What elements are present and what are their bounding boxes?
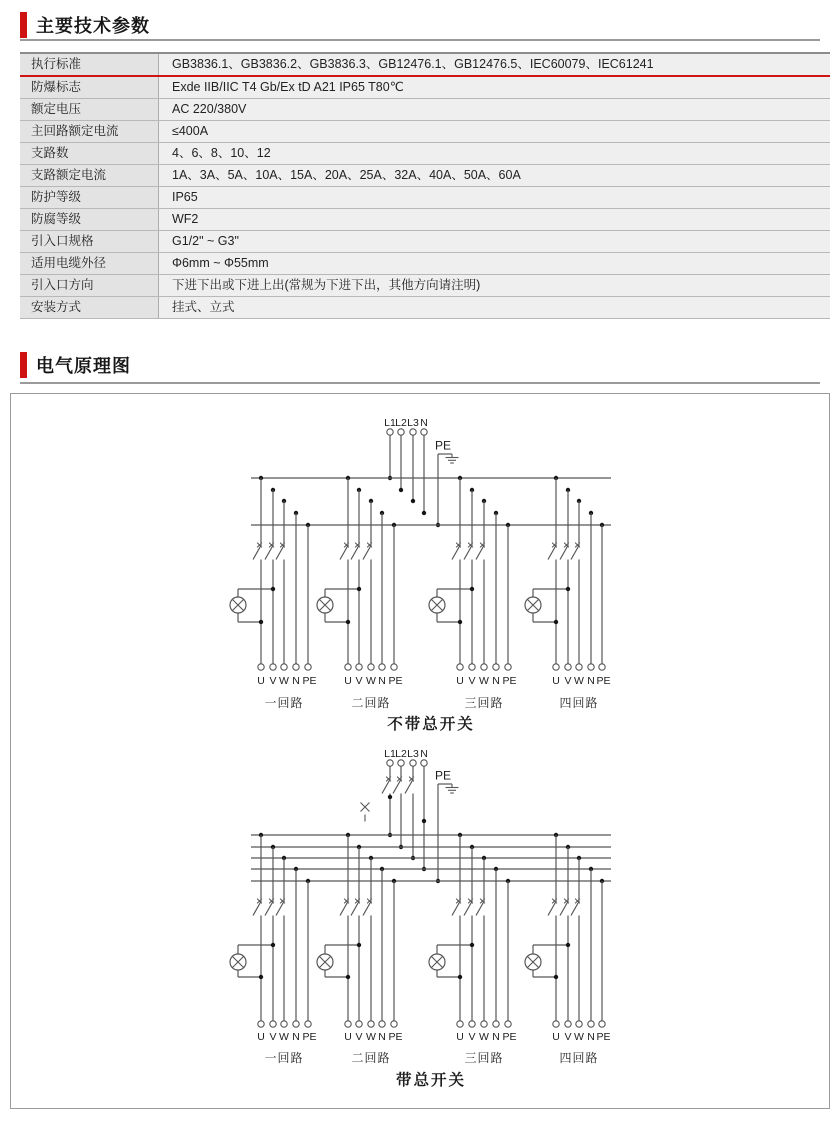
terminal-label: V bbox=[468, 675, 476, 687]
terminal-circle bbox=[599, 664, 605, 670]
terminal-circle bbox=[391, 1021, 397, 1027]
terminal-label: N bbox=[378, 1031, 386, 1043]
terminal-circle bbox=[410, 760, 416, 766]
terminal-label: V bbox=[269, 1031, 277, 1043]
terminal-circle bbox=[410, 429, 416, 435]
lamp-icon bbox=[317, 597, 333, 613]
lamp-icon bbox=[230, 954, 246, 970]
spec-value: Exde IIB/IIC T4 Gb/Ex tD A21 IP65 T80℃ bbox=[159, 77, 830, 98]
terminal-circle bbox=[576, 664, 582, 670]
junction-dot bbox=[346, 620, 350, 624]
schematic-panel bbox=[10, 393, 830, 1109]
diagram-title: 不带总开关 bbox=[387, 716, 475, 733]
spec-label: 执行标准 bbox=[20, 54, 159, 75]
terminal-label: W bbox=[279, 1031, 289, 1043]
terminal-label: PE bbox=[302, 675, 317, 687]
schematic-title: 电气原理图 bbox=[36, 356, 131, 376]
section-header-specs bbox=[20, 12, 150, 38]
breaker-icon bbox=[265, 899, 274, 916]
spec-value: 挂式、立式 bbox=[159, 297, 830, 318]
terminal-circle bbox=[305, 1021, 311, 1027]
breaker-icon bbox=[452, 543, 461, 560]
circuit-label: 三回路 bbox=[464, 696, 504, 710]
terminal-circle bbox=[421, 760, 427, 766]
spec-label: 防护等级 bbox=[20, 187, 159, 208]
terminal-label: V bbox=[355, 675, 363, 687]
phase-label: N bbox=[420, 748, 428, 760]
terminal-label: W bbox=[366, 675, 376, 687]
terminal-circle bbox=[469, 664, 475, 670]
terminal-circle bbox=[588, 664, 594, 670]
lamp-icon bbox=[429, 597, 445, 613]
terminal-circle bbox=[293, 1021, 299, 1027]
junction-dot bbox=[411, 499, 415, 503]
circuit-label: 一回路 bbox=[264, 1051, 304, 1065]
terminal-circle bbox=[368, 1021, 374, 1027]
breaker-icon bbox=[560, 543, 569, 560]
spec-row bbox=[20, 99, 830, 121]
junction-dot bbox=[566, 587, 570, 591]
terminal-circle bbox=[481, 1021, 487, 1027]
pe-label: PE bbox=[434, 768, 452, 783]
junction-dot bbox=[458, 620, 462, 624]
junction-dot bbox=[357, 587, 361, 591]
terminal-label: U bbox=[552, 1031, 560, 1043]
spec-row bbox=[20, 187, 830, 209]
terminal-circle bbox=[588, 1021, 594, 1027]
section-header-schematic bbox=[20, 352, 131, 378]
terminal-circle bbox=[356, 1021, 362, 1027]
spec-value: WF2 bbox=[159, 209, 830, 230]
terminal-label: V bbox=[269, 675, 277, 687]
terminal-circle bbox=[599, 1021, 605, 1027]
terminal-label: U bbox=[257, 675, 265, 687]
pe-ground bbox=[435, 769, 459, 884]
spec-row bbox=[20, 121, 830, 143]
circuit-label: 二回路 bbox=[351, 696, 391, 710]
phase-label: L2 bbox=[395, 748, 407, 760]
terminal-circle bbox=[281, 664, 287, 670]
junction-dot bbox=[554, 620, 558, 624]
spec-label: 防腐等级 bbox=[20, 209, 159, 230]
terminal-circle bbox=[356, 664, 362, 670]
circuit-label: 四回路 bbox=[559, 696, 599, 710]
terminal-label: W bbox=[574, 1031, 584, 1043]
circuit-label: 三回路 bbox=[464, 1051, 504, 1065]
terminal-circle bbox=[258, 1021, 264, 1027]
ground-icon bbox=[446, 454, 459, 463]
red-accent-bar bbox=[20, 352, 27, 378]
spec-table bbox=[20, 52, 830, 319]
diagram-with-main-switch bbox=[230, 748, 611, 1089]
terminal-label: PE bbox=[596, 675, 611, 687]
breaker-icon bbox=[393, 777, 402, 794]
incoming-feed bbox=[361, 748, 428, 871]
spec-value: Φ6mm ~ Φ55mm bbox=[159, 253, 830, 274]
terminal-circle bbox=[398, 760, 404, 766]
breaker-icon bbox=[464, 899, 473, 916]
phase-label: L3 bbox=[407, 748, 419, 760]
branch-circuit-1 bbox=[230, 476, 317, 710]
terminal-label: N bbox=[292, 675, 300, 687]
breaker-icon bbox=[476, 543, 485, 560]
breaker-icon bbox=[571, 543, 580, 560]
junction-dot bbox=[259, 975, 263, 979]
junction-dot bbox=[458, 975, 462, 979]
terminal-label: PE bbox=[302, 1031, 317, 1043]
breaker-icon bbox=[476, 899, 485, 916]
bus-lines bbox=[251, 835, 611, 881]
terminal-circle bbox=[565, 664, 571, 670]
terminal-circle bbox=[565, 1021, 571, 1027]
circuit-label: 一回路 bbox=[264, 696, 304, 710]
junction-dot bbox=[388, 795, 392, 799]
terminal-circle bbox=[457, 664, 463, 670]
terminal-label: PE bbox=[388, 675, 403, 687]
junction-dot bbox=[470, 943, 474, 947]
terminal-circle bbox=[387, 760, 393, 766]
breaker-icon bbox=[265, 543, 274, 560]
spec-label: 额定电压 bbox=[20, 99, 159, 120]
header-rule bbox=[20, 39, 820, 41]
terminal-label: V bbox=[564, 675, 572, 687]
spec-row bbox=[20, 77, 830, 99]
breaker-icon bbox=[253, 543, 262, 560]
breaker-icon bbox=[351, 543, 360, 560]
spec-value: G1/2" ~ G3" bbox=[159, 231, 830, 252]
breaker-icon bbox=[340, 899, 349, 916]
junction-dot bbox=[346, 975, 350, 979]
terminal-circle bbox=[553, 1021, 559, 1027]
terminal-label: U bbox=[552, 675, 560, 687]
breaker-icon bbox=[548, 899, 557, 916]
terminal-circle bbox=[391, 664, 397, 670]
phase-label: N bbox=[420, 417, 428, 429]
breaker-icon bbox=[351, 899, 360, 916]
terminal-circle bbox=[387, 429, 393, 435]
terminal-label: U bbox=[456, 675, 464, 687]
terminal-circle bbox=[421, 429, 427, 435]
terminal-label: N bbox=[587, 1031, 595, 1043]
spec-label: 引入口规格 bbox=[20, 231, 159, 252]
terminal-circle bbox=[305, 664, 311, 670]
spec-label: 安装方式 bbox=[20, 297, 159, 318]
terminal-circle bbox=[345, 1021, 351, 1027]
phase-label: L1 bbox=[384, 748, 396, 760]
spec-row bbox=[20, 165, 830, 187]
terminal-label: PE bbox=[502, 675, 517, 687]
terminal-circle bbox=[505, 1021, 511, 1027]
spec-label: 适用电缆外径 bbox=[20, 253, 159, 274]
terminal-label: W bbox=[479, 675, 489, 687]
lamp-icon bbox=[230, 597, 246, 613]
electrical-schematic bbox=[11, 394, 829, 1106]
phase-label: L1 bbox=[384, 417, 396, 429]
junction-dot bbox=[422, 511, 426, 515]
terminal-label: U bbox=[257, 1031, 265, 1043]
spec-label: 防爆标志 bbox=[20, 77, 159, 98]
terminal-label: N bbox=[492, 675, 500, 687]
diagram-title: 带总开关 bbox=[395, 1072, 467, 1089]
spec-label: 引入口方向 bbox=[20, 275, 159, 296]
terminal-circle bbox=[457, 1021, 463, 1027]
branch-circuit-3 bbox=[429, 476, 517, 710]
spec-value: 1A、3A、5A、10A、15A、20A、25A、32A、40A、50A、60A bbox=[159, 165, 830, 186]
terminal-circle bbox=[576, 1021, 582, 1027]
terminal-label: W bbox=[479, 1031, 489, 1043]
junction-dot bbox=[554, 975, 558, 979]
junction-dot bbox=[566, 943, 570, 947]
junction-dot bbox=[271, 943, 275, 947]
breaker-icon bbox=[571, 899, 580, 916]
terminal-circle bbox=[270, 664, 276, 670]
terminal-circle bbox=[398, 429, 404, 435]
terminal-label: V bbox=[355, 1031, 363, 1043]
spec-value: 下进下出或下进上出(常规为下进下出，其他方向请注明) bbox=[159, 275, 830, 296]
lamp-icon bbox=[317, 954, 333, 970]
terminal-circle bbox=[493, 664, 499, 670]
terminal-circle bbox=[270, 1021, 276, 1027]
breaker-icon bbox=[560, 899, 569, 916]
lamp-icon bbox=[525, 597, 541, 613]
breaker-icon bbox=[363, 899, 372, 916]
lamp-icon bbox=[429, 954, 445, 970]
switch-handle-icon bbox=[361, 803, 370, 822]
terminal-circle bbox=[505, 664, 511, 670]
spec-row bbox=[20, 143, 830, 165]
spec-value: 4、6、8、10、12 bbox=[159, 143, 830, 164]
phase-label: L2 bbox=[395, 417, 407, 429]
terminal-circle bbox=[345, 664, 351, 670]
breaker-icon bbox=[276, 899, 285, 916]
terminal-circle bbox=[481, 664, 487, 670]
phase-label: L3 bbox=[407, 417, 419, 429]
junction-dot bbox=[470, 587, 474, 591]
spec-label: 支路额定电流 bbox=[20, 165, 159, 186]
terminal-label: PE bbox=[388, 1031, 403, 1043]
lamp-icon bbox=[525, 954, 541, 970]
terminal-circle bbox=[281, 1021, 287, 1027]
branch-circuit-4 bbox=[525, 476, 611, 710]
spec-row bbox=[20, 209, 830, 231]
terminal-label: W bbox=[366, 1031, 376, 1043]
terminal-label: N bbox=[292, 1031, 300, 1043]
breaker-icon bbox=[340, 543, 349, 560]
branch-circuit-2 bbox=[317, 476, 403, 710]
spec-row bbox=[20, 275, 830, 297]
junction-dot bbox=[357, 943, 361, 947]
breaker-icon bbox=[253, 899, 262, 916]
pe-ground bbox=[435, 439, 459, 528]
breaker-icon bbox=[452, 899, 461, 916]
junction-dot bbox=[259, 620, 263, 624]
circuit-label: 四回路 bbox=[559, 1051, 599, 1065]
terminal-label: PE bbox=[502, 1031, 517, 1043]
breaker-icon bbox=[276, 543, 285, 560]
junction-dot bbox=[399, 488, 403, 492]
branch-circuit-1 bbox=[230, 833, 317, 1065]
diagram-no-main-switch bbox=[230, 417, 611, 733]
spec-row bbox=[20, 297, 830, 319]
spec-value: ≤400A bbox=[159, 121, 830, 142]
terminal-circle bbox=[368, 664, 374, 670]
breaker-icon bbox=[382, 777, 391, 794]
spec-row bbox=[20, 54, 830, 77]
bus-lines bbox=[251, 478, 611, 525]
terminal-label: W bbox=[574, 675, 584, 687]
breaker-icon bbox=[548, 543, 557, 560]
terminal-label: N bbox=[378, 675, 386, 687]
terminal-label: U bbox=[344, 1031, 352, 1043]
terminal-circle bbox=[379, 1021, 385, 1027]
breaker-icon bbox=[363, 543, 372, 560]
terminal-label: N bbox=[587, 675, 595, 687]
ground-icon bbox=[446, 784, 459, 793]
terminal-label: PE bbox=[596, 1031, 611, 1043]
breaker-icon bbox=[464, 543, 473, 560]
terminal-label: V bbox=[468, 1031, 476, 1043]
terminal-label: U bbox=[456, 1031, 464, 1043]
junction-dot bbox=[271, 587, 275, 591]
spec-value: AC 220/380V bbox=[159, 99, 830, 120]
branch-circuit-4 bbox=[525, 833, 611, 1065]
terminal-circle bbox=[258, 664, 264, 670]
breaker-icon bbox=[405, 777, 414, 794]
incoming-feed bbox=[384, 417, 428, 515]
branch-circuit-2 bbox=[317, 833, 403, 1065]
circuit-label: 二回路 bbox=[351, 1051, 391, 1065]
spec-label: 支路数 bbox=[20, 143, 159, 164]
terminal-label: N bbox=[492, 1031, 500, 1043]
terminal-circle bbox=[379, 664, 385, 670]
red-accent-bar bbox=[20, 12, 27, 38]
spec-value: IP65 bbox=[159, 187, 830, 208]
terminal-circle bbox=[469, 1021, 475, 1027]
spec-label: 主回路额定电流 bbox=[20, 121, 159, 142]
terminal-circle bbox=[293, 664, 299, 670]
terminal-label: U bbox=[344, 675, 352, 687]
junction-dot bbox=[422, 819, 426, 823]
spec-row bbox=[20, 253, 830, 275]
pe-label: PE bbox=[434, 438, 452, 453]
spec-row bbox=[20, 231, 830, 253]
branch-circuit-3 bbox=[429, 833, 517, 1065]
terminal-label: W bbox=[279, 675, 289, 687]
terminal-circle bbox=[553, 664, 559, 670]
header-rule bbox=[20, 382, 820, 384]
page-title: 主要技术参数 bbox=[36, 16, 150, 36]
terminal-circle bbox=[493, 1021, 499, 1027]
terminal-label: V bbox=[564, 1031, 572, 1043]
spec-value: GB3836.1、GB3836.2、GB3836.3、GB12476.1、GB12476.5、IEC60079、IEC61241 bbox=[159, 54, 830, 75]
